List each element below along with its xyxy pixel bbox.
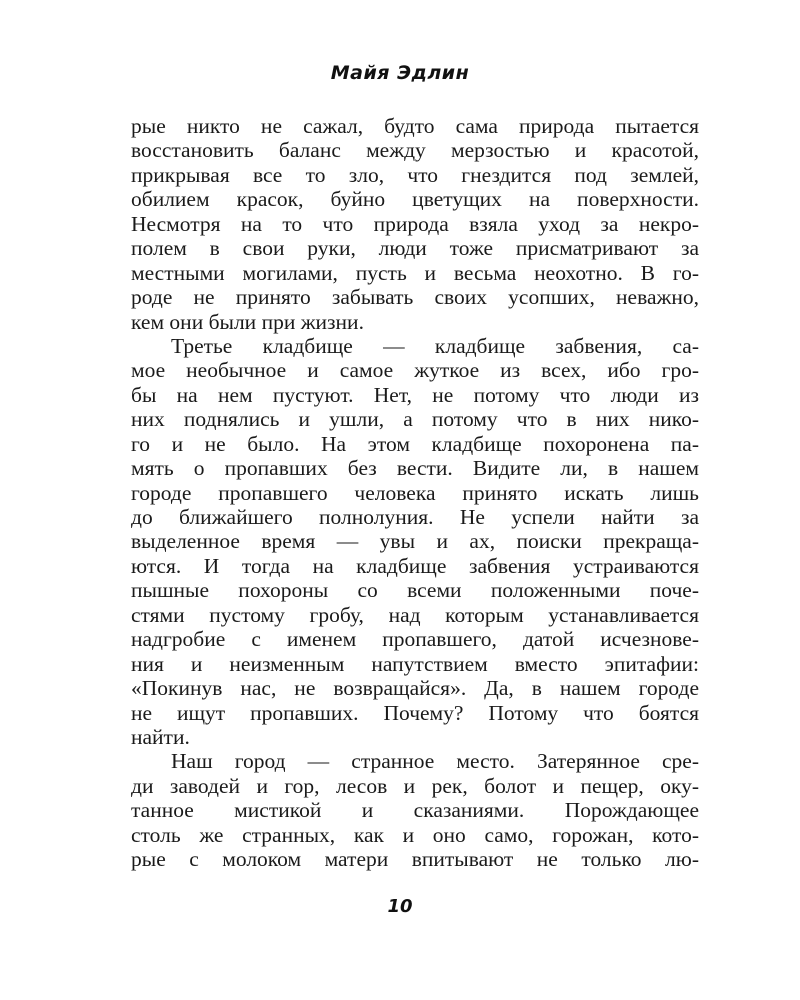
text-line-paragraph-end: найти. <box>131 724 190 749</box>
text-line: го и не было. На этом кладбище похоронена па- <box>131 431 699 456</box>
text-line: роде не принято забывать своих усопших, неважно, <box>131 285 699 310</box>
text-line: Несмотря на то что природа взяла уход за некро- <box>131 211 699 236</box>
text-line: обилием красок, буйно цветущих на поверхности. <box>131 187 699 212</box>
text-line: мое необычное и самое жуткое из всех, ибо гро- <box>131 358 699 383</box>
text-line: не ищут пропавших. Почему? Потому что боятся <box>131 700 699 725</box>
text-line: местными могилами, пусть и весьма неохотно. В го- <box>131 260 699 285</box>
text-line: бы на нем пустуют. Нет, не потому что люди из <box>131 382 699 407</box>
text-line: рые никто не сажал, будто сама природа пытается <box>131 114 699 138</box>
text-line: «Покинув нас, не возвращайся». Да, в нашем городе <box>131 676 699 701</box>
text-line: ния и неизменным напутствием вместо эпитафии: <box>131 651 699 676</box>
text-line-paragraph-start: Наш город — странное место. Затерянное сре- <box>171 749 699 774</box>
text-line: выделенное время — увы и ах, поиски прекраща- <box>131 529 699 554</box>
text-line-paragraph-end: кем они были при жизни. <box>131 309 364 334</box>
text-line: городе пропавшего человека принято искать лишь <box>131 480 699 505</box>
text-line: них поднялись и ушли, а потому что в них нико- <box>131 407 699 432</box>
text-line: мять о пропавших без вести. Видите ли, в нашем <box>131 456 699 481</box>
text-line: танное мистикой и сказаниями. Порождающее <box>131 798 699 823</box>
text-line: рые с молоком матери впитывают не только лю- <box>131 847 699 872</box>
text-line-paragraph-start: Третье кладбище — кладбище забвения, са- <box>171 333 699 358</box>
text-line: прикрывая все то зло, что гнездится под землей, <box>131 162 699 187</box>
text-line: пышные похороны со всеми положенными поче- <box>131 578 699 603</box>
text-line: ются. И тогда на кладбище забвения устраиваются <box>131 553 699 578</box>
page-number: 10 <box>387 896 413 917</box>
text-line: надгробие с именем пропавшего, датой исчезнове- <box>131 627 699 652</box>
text-line: ди заводей и гор, лесов и рек, болот и пещер, оку- <box>131 773 699 798</box>
page-body-text <box>131 114 699 872</box>
text-line: полем в свои руки, люди тоже присматривают за <box>131 236 699 261</box>
text-line: восстановить баланс между мерзостью и красотой, <box>131 138 699 163</box>
text-line: стями пустому гробу, над которым устанавливается <box>131 602 699 627</box>
running-head-author: Майя Эдлин <box>330 62 470 84</box>
text-line: столь же странных, как и оно само, горожан, кото- <box>131 822 699 847</box>
text-line: до ближайшего полнолуния. Не успели найти за <box>131 505 699 529</box>
